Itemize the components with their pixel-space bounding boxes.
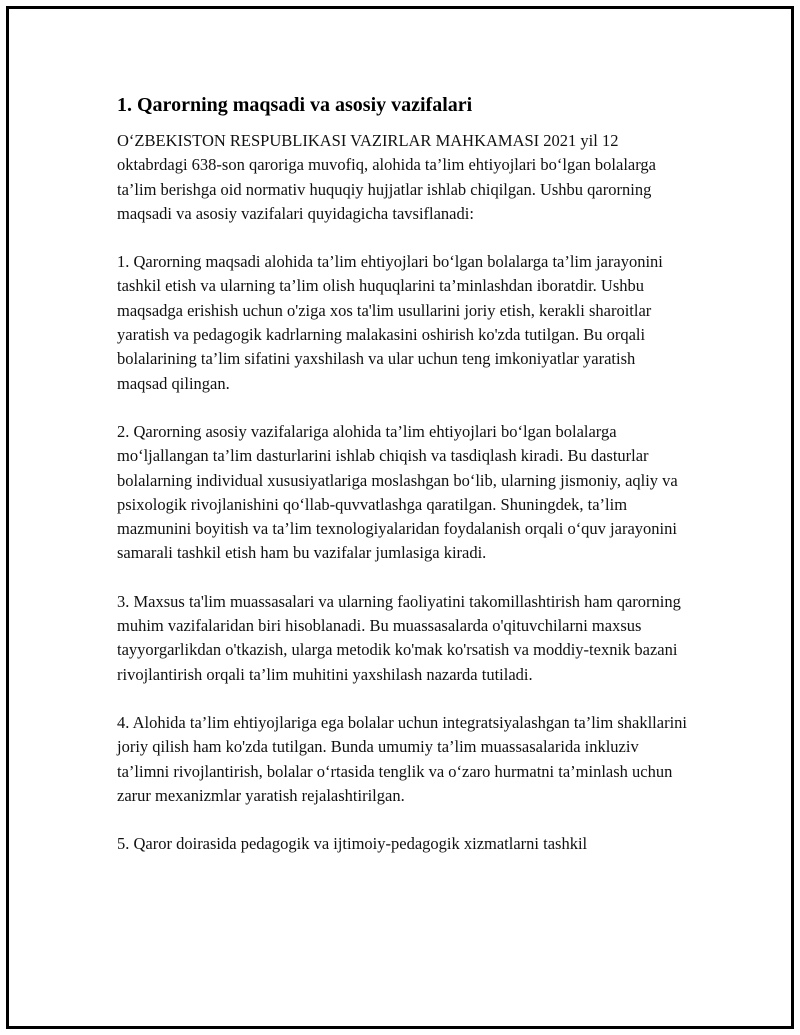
section-heading: 1. Qarorning maqsadi va asosiy vazifalari [117, 94, 473, 116]
paragraph-5: 5. Qaror doirasida pedagogik va ijtimoiy-pedagogik xizmatlarni tashkil [117, 834, 588, 854]
intro-paragraph: O‘ZBEKISTON RESPUBLIKASI VAZIRLAR MAHKAMASI 2021 yil 12 oktabrdagi 638-son qaroriga muvofiq, alohida ta’lim ehtiyojlari bo‘lgan bolalarga ta’lim berishga oid normativ huquqiy hujjatlar ishlab chiqilgan. Ushbu qarorning maqsadi va asosiy vazifalari quyidagicha tavsiflanadi: [117, 131, 657, 223]
paragraph-4: 4. Alohida ta’lim ehtiyojlariga ega bolalar uchun integratsiyalashgan ta’lim shakllarini joriy qilish ham ko'zda tutilgan. Bunda umumiy ta’lim muassasalarida inkluziv ta’limni rivojlantirish, bolalar o‘rtasida tenglik va o‘zaro hurmatni ta’minlash uchun zarur mexanizmlar yaratish rejalashtirilgan. [117, 712, 687, 805]
paragraph-1: 1. Qarorning maqsadi alohida ta’lim ehtiyojlari bo‘lgan bolalarga ta’lim jarayonini tashkil etish va ularning ta’lim olish huquqlarini ta’minlashdan iboratdir. Ushbu maqsadga erishish uchun o'ziga xos ta'lim usullarini joriy etish, kerakli sharoitlar yaratish va pedagogik kadrlarning malakasini oshirish ko'zda tutilgan. Bu orqali bolalarining ta’lim sifatini yaxshilash va ular uchun teng imkoniyatlar yaratish maqsad qilingan. [117, 252, 663, 393]
paragraph-2: 2. Qarorning asosiy vazifalariga alohida ta’lim ehtiyojlari bo‘lgan bolalarga mo‘ljallangan ta’lim dasturlarini ishlab chiqish va tasdiqlash kiradi. Bu dasturlar bolalarning individual xususiyatlariga moslashgan bo‘lib, ularning jismoniy, aqliy va psixologik rivojlanishini qo‘llab-quvvatlashga qaratilgan. Shuningdek, ta’lim mazmunini boyitish va ta’lim texnologiyalaridan foydalanish orqali o‘quv jarayonini samarali tashkil etish ham bu vazifalar jumlasiga kiradi. [117, 421, 678, 563]
paragraph-3: 3. Maxsus ta'lim muassasalari va ularning faoliyatini takomillashtirish ham qarorning muhim vazifalaridan biri hisoblanadi. Bu muassasalarda o'qituvchilarni maxsus tayyorgarlikdan o'tkazish, ularga metodik ko'mak ko'rsatish va moddiy-texnik bazani rivojlantirish orqali ta’lim muhitini yaxshilash nazarda tutiladi. [117, 591, 681, 684]
document-body [117, 92, 687, 880]
